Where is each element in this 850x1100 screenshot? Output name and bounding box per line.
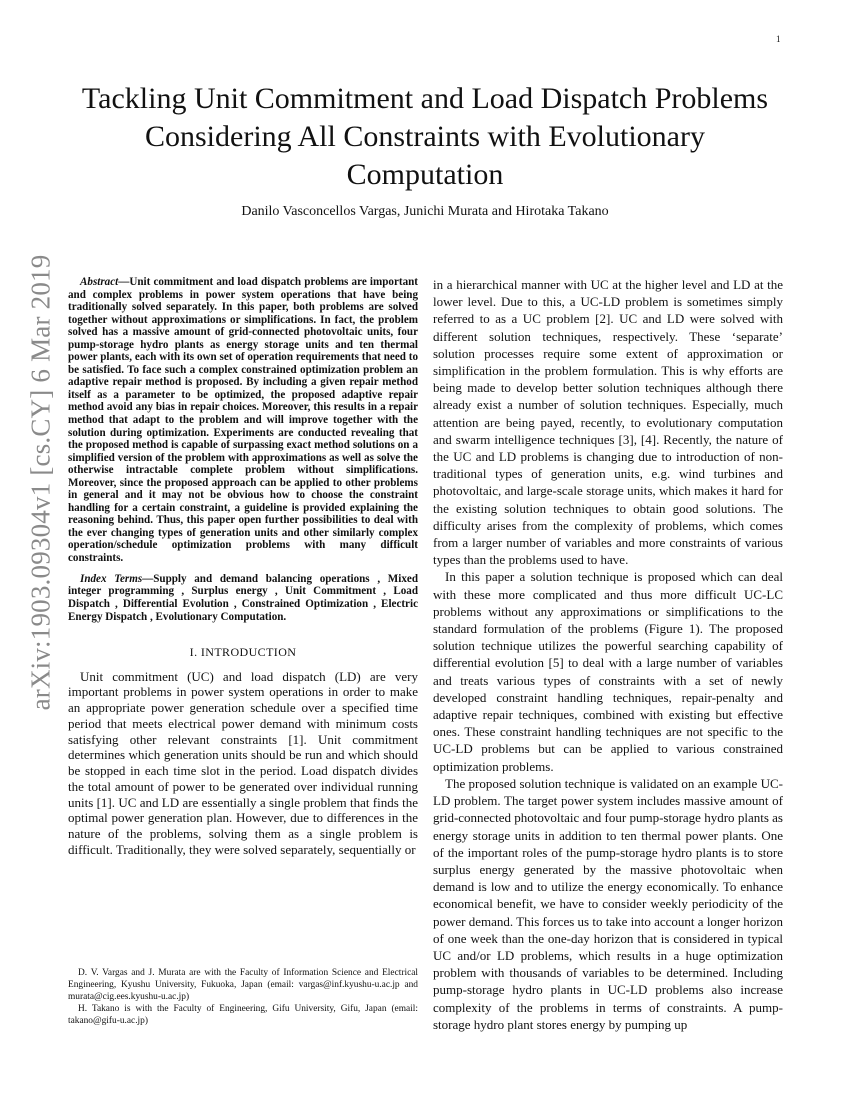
- arxiv-stamp: [20, 254, 62, 710]
- index-terms-text: —Supply and demand balancing operations , Mixed integer programming , Surplus energy , Unit Commitment , Load Dispatch , Differential Evolution , Constrained Optimization , Electric Energy Dispatch , Evolutionary Computation.: [68, 572, 418, 623]
- right-column: [433, 276, 783, 1033]
- section-heading-introduction: I. INTRODUCTION: [189, 645, 297, 660]
- arxiv-identifier[interactable]: arXiv:1903.09304v1 [cs.CY] 6 Mar 2019: [25, 254, 56, 710]
- author-list: Danilo Vasconcellos Vargas, Junichi Murata and Hirotaka Takano: [241, 204, 609, 219]
- body-paragraph: In this paper a solution technique is proposed which can deal with these more complicated and thus more difficult UC-LC problems without any approximations or simplifications to the standard formulation of the problems (Figure 1). The proposed solution technique utilizes the powerful searching capability of differential evolution [5] to deal with a large number of variables and treats various types of constraints with a set of newly developed constraint handling techniques, repair-penalty and adaptive repair techniques, combined with existing but effective ones. These constraint handling techniques are not specific to the UC-LD problems but can be applied to various constrained optimization problems.: [433, 569, 783, 774]
- intro-paragraph: Unit commitment (UC) and load dispatch (LD) are very important problems in power system operations in order to make an appropriate power generation schedule over a specified time period that meets electrical power demand with minimum costs satisfying other relevant constraints [1]. Unit commitment determines which generation units should be run and which should be stopped in each time slot in the period. Load dispatch divides the total amount of power to be generated over individual running units [1]. UC and LD are essentially a single problem that finds the optimal power generation plan. However, due to differences in the nature of the problems, solving them as a single problem is difficult. Traditionally, they were solved separately, sequentially or: [68, 668, 418, 857]
- author-footnotes: [68, 967, 418, 1027]
- abstract: [68, 276, 418, 565]
- index-terms-label: Index Terms: [80, 572, 143, 585]
- abstract-text: —Unit commitment and load dispatch problems are important and complex problems in power system operations that have being traditionally solved separately. In this paper, both problems are solved together without approximations or simplifications. In fact, the problem solved has a massive amount of grid-connected photovoltaic units, four pump-storage hydro plants as energy storage units and ten thermal power plants, each with its own set of operation requirements that need to be satisfied. To face such a complex constrained optimization problem an adaptive repair method is proposed. By including a given repair method itself as a parameter to be optimized, the proposed adaptive repair method avoid any bias in repair choices. Moreover, this results in a repair method that adapt to the problem and will improve together with the solution during optimization. Experiments are conducted revealing that the proposed method is capable of surpassing exact method solutions on a simplified version of the problem with approximations as well as solve the otherwise intractable complete problem without simplifications. Moreover, since the proposed approach can be applied to other problems in general and it may not be obvious how to choose the constraint handling for a certain constraint, a guideline is provided explaining the reasoning behind. Thus, this paper open further possibilities to deal with the ever changing types of generation units and other similarly complex operation/schedule optimization problems with many difficult constraints.: [68, 276, 418, 565]
- index-terms: [68, 573, 418, 624]
- paper-title: Tackling Unit Commitment and Load Dispatch Problems Considering All Constraints with Evolutionary Computation: [81, 82, 769, 191]
- page-number: 1: [776, 34, 781, 44]
- footnote-affiliation-2: H. Takano is with the Faculty of Engineering, Gifu University, Gifu, Japan (email: takano@gifu-u.ac.jp): [68, 1004, 418, 1026]
- left-column: [68, 276, 418, 858]
- footnote-affiliation-1: D. V. Vargas and J. Murata are with the Faculty of Information Science and Electrical Engineering, Kyushu University, Fukuoka, Japan (email: vargas@inf.kyushu-u.ac.jp and murata@cig.ees.kyushu-u.ac.jp): [68, 968, 418, 1002]
- body-paragraph: The proposed solution technique is validated on an example UC-LD problem. The target power system includes massive amount of grid-connected photovoltaic and four pump-storage hydro plants as energy storage units in addition to ten thermal power plants. One of the important roles of the pump-storage hydro plants is to store surplus energy generated by the massive photovoltaic when demand is low and to utilize the energy economically. To enhance economical benefit, we have to consider weekly periodicity of the power demand. This forces us to take into account a longer horizon of one week than the one-day horizon that is considered in typical UC and/or LD problems, which results in a huge optimization problem with thousands of variables to be determined. Including pump-storage hydro plants in UC-LD problems also increase complexity of the problems in terms of constraints. A pump-storage hydro plant stores energy by pumping up: [433, 775, 783, 1032]
- abstract-label: Abstract: [80, 276, 119, 288]
- body-paragraph: in a hierarchical manner with UC at the higher level and LD at the lower level. Due to this, a UC-LD problem is sometimes simply referred to as a UC problem [2]. UC and LD were solved with different solution techniques, respectively. These ‘separate’ solution processes require some extent of approximation or simplification in the problem formulation. This is why efforts are being made to develop better solution techniques although there already exist a number of solution techniques. Especially, much attention are being payed, recently, to evolutionary computation and swarm intelligence techniques [3], [4]. Recently, the nature of the UC and LD problems is changing due to introduction of non-traditional types of generation units, e.g. wind turbines and photovoltaic, and large-scale storage units, which makes it hard for the existing solution techniques to obtain good solutions. The difficulty arises from the complexity of problems, which comes from a larger number of variables and more constraints of various types than the problems used to have.: [433, 277, 783, 568]
